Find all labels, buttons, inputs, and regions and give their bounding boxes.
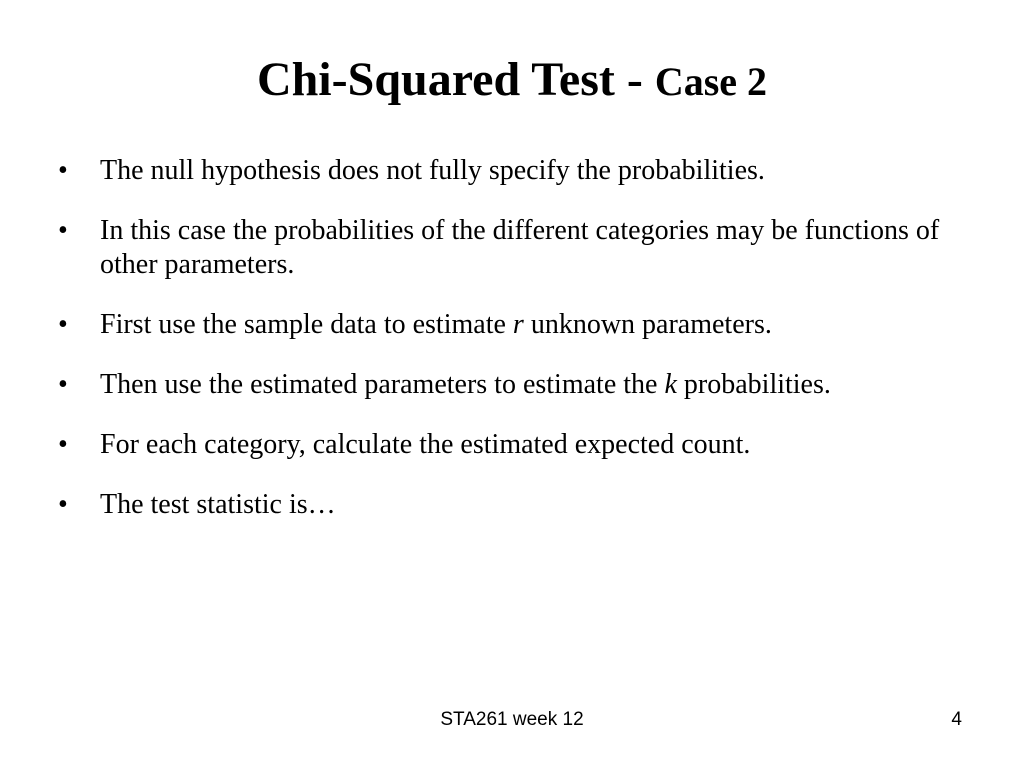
- bullet-icon: •: [58, 215, 68, 246]
- bullet-icon: •: [58, 489, 68, 520]
- bullet-icon: •: [58, 429, 68, 460]
- variable-k: k: [664, 369, 677, 400]
- bullet-item: [58, 368, 958, 402]
- bullet-icon: •: [58, 369, 68, 400]
- bullet-text: The test statistic is…: [100, 489, 336, 520]
- slide-title: [0, 50, 1024, 112]
- title-case: Case 2: [654, 59, 768, 104]
- bullet-text-before: Then use the estimated parameters to estimate the: [100, 369, 665, 400]
- bullet-text-before: First use the sample data to estimate: [100, 309, 513, 340]
- variable-r: r: [512, 309, 524, 340]
- bullet-icon: •: [58, 309, 68, 340]
- bullet-icon: •: [58, 155, 68, 186]
- bullet-item: [58, 428, 958, 462]
- bullet-text: The null hypothesis does not fully specify the probabilities.: [100, 155, 765, 186]
- bullet-item: [58, 154, 958, 188]
- bullet-text-after: probabilities.: [676, 369, 831, 400]
- title-main: Chi-Squared Test -: [256, 53, 655, 106]
- bullet-item: [58, 214, 958, 282]
- page-number: 4: [951, 709, 962, 730]
- bullet-item: [58, 308, 958, 342]
- footer-course-label: STA261 week 12: [440, 709, 584, 730]
- bullet-text: In this case the probabilities of the different categories may be functions of other parameters.: [100, 215, 940, 280]
- bullet-item: [58, 488, 958, 522]
- bullet-text: For each category, calculate the estimated expected count.: [100, 429, 751, 460]
- bullet-text-after: unknown parameters.: [523, 309, 772, 340]
- bullet-list: [58, 154, 958, 548]
